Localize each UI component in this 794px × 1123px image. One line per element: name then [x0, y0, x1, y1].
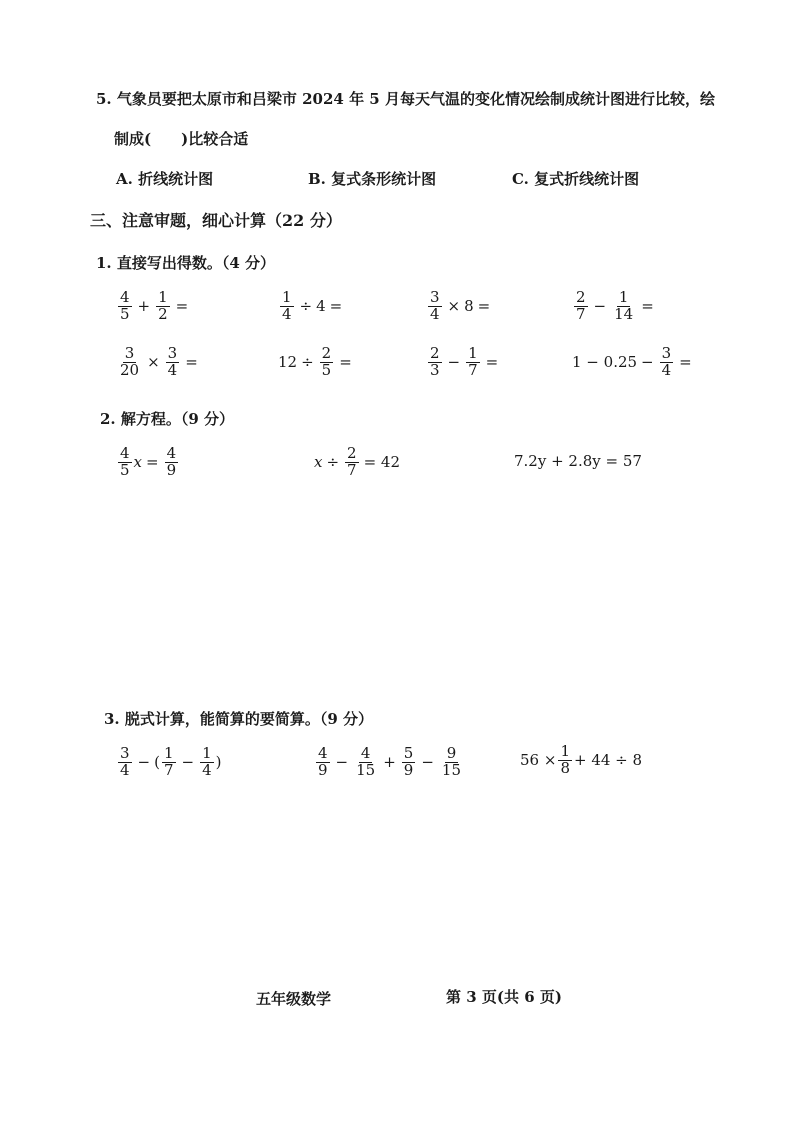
sub1-title: 1. 直接写出得数。（4 分）: [96, 254, 276, 272]
fraction: $\frac{3}{20}$: [120, 344, 140, 379]
footer-subject: 五年级数学: [256, 990, 332, 1008]
oral-item-8: 1 − 0.25 − $\frac{3}{4}$ =: [572, 344, 692, 379]
calc-expr-2: $\frac{4}{9}$ − $\frac{4}{15}$ + $\frac{5}{9}$ − $\frac{9}{15}$: [318, 744, 462, 779]
fraction: $\frac{1}{7}$: [468, 344, 478, 379]
fraction: $\frac{1}{8}$: [560, 742, 570, 777]
fraction: $\frac{3}{4}$: [661, 344, 672, 379]
fraction: $\frac{1}{2}$: [158, 288, 168, 323]
sub2-title: 2. 解方程。（9 分）: [100, 410, 235, 428]
q5-line2: 制成( )比较合适: [114, 130, 249, 148]
fraction: $\frac{3}{4}$: [167, 344, 178, 379]
fraction: $\frac{1}{7}$: [163, 744, 174, 779]
footer-page-number: 第 3 页(共 6 页): [446, 988, 562, 1006]
fraction: $\frac{4}{5}$: [120, 288, 130, 323]
equation-2: x ÷ $\frac{2}{7}$ = 42: [314, 444, 401, 479]
fraction: $\frac{2}{7}$: [347, 444, 357, 479]
fraction: $\frac{1}{4}$: [282, 288, 292, 323]
equation-1: $\frac{4}{5}$ x = $\frac{4}{9}$: [120, 444, 177, 479]
q5-option-c: C. 复式折线统计图: [512, 170, 640, 188]
section-title: 三、注意审题，细心计算（22 分）: [90, 211, 342, 230]
q5-option-a: A. 折线统计图: [116, 170, 214, 188]
fraction: $\frac{2}{3}$: [430, 344, 440, 379]
oral-item-1: $\frac{4}{5}$ + $\frac{1}{2}$ =: [120, 288, 189, 323]
fraction: $\frac{4}{9}$: [318, 744, 328, 779]
fraction: $\frac{4}{9}$: [166, 444, 177, 479]
calc-expr-3: 56 × $\frac{1}{8}$ + 44 ÷ 8: [520, 742, 643, 777]
fraction: $\frac{5}{9}$: [403, 744, 414, 779]
fraction: $\frac{3}{4}$: [430, 288, 440, 323]
fraction: $\frac{2}{5}$: [321, 344, 332, 379]
fraction: $\frac{1}{14}$: [614, 288, 634, 323]
fraction: $\frac{4}{15}$: [356, 744, 376, 779]
q5-line1: 5. 气象员要把太原市和吕梁市 2024 年 5 月每天气温的变化情况绘制成统计图进行比较，绘: [96, 90, 715, 108]
fraction: $\frac{9}{15}$: [441, 744, 462, 779]
calc-expr-1: $\frac{3}{4}$ − ( $\frac{1}{7}$ − $\frac{1}{4}$ ): [120, 744, 222, 779]
oral-item-2: $\frac{1}{4}$ ÷ 4 =: [282, 288, 343, 323]
oral-item-4: $\frac{2}{7}$ − $\frac{1}{14}$ =: [576, 288, 654, 323]
q5-option-b: B. 复式条形统计图: [308, 170, 437, 188]
oral-item-3: $\frac{3}{4}$ × 8 =: [430, 288, 491, 323]
equation-3: 7.2y + 2.8y = 57: [514, 452, 642, 470]
oral-item-5: $\frac{3}{20}$ × $\frac{3}{4}$ =: [120, 344, 198, 379]
fraction: $\frac{2}{7}$: [576, 288, 586, 323]
fraction: $\frac{1}{4}$: [202, 744, 212, 779]
oral-item-7: $\frac{2}{3}$ − $\frac{1}{7}$ =: [430, 344, 499, 379]
fraction: $\frac{3}{4}$: [120, 744, 130, 779]
sub3-title: 3. 脱式计算，能简算的要简算。（9 分）: [104, 710, 374, 728]
oral-item-6: 12 ÷ $\frac{2}{5}$ =: [278, 344, 352, 379]
fraction: $\frac{4}{5}$: [120, 444, 130, 479]
